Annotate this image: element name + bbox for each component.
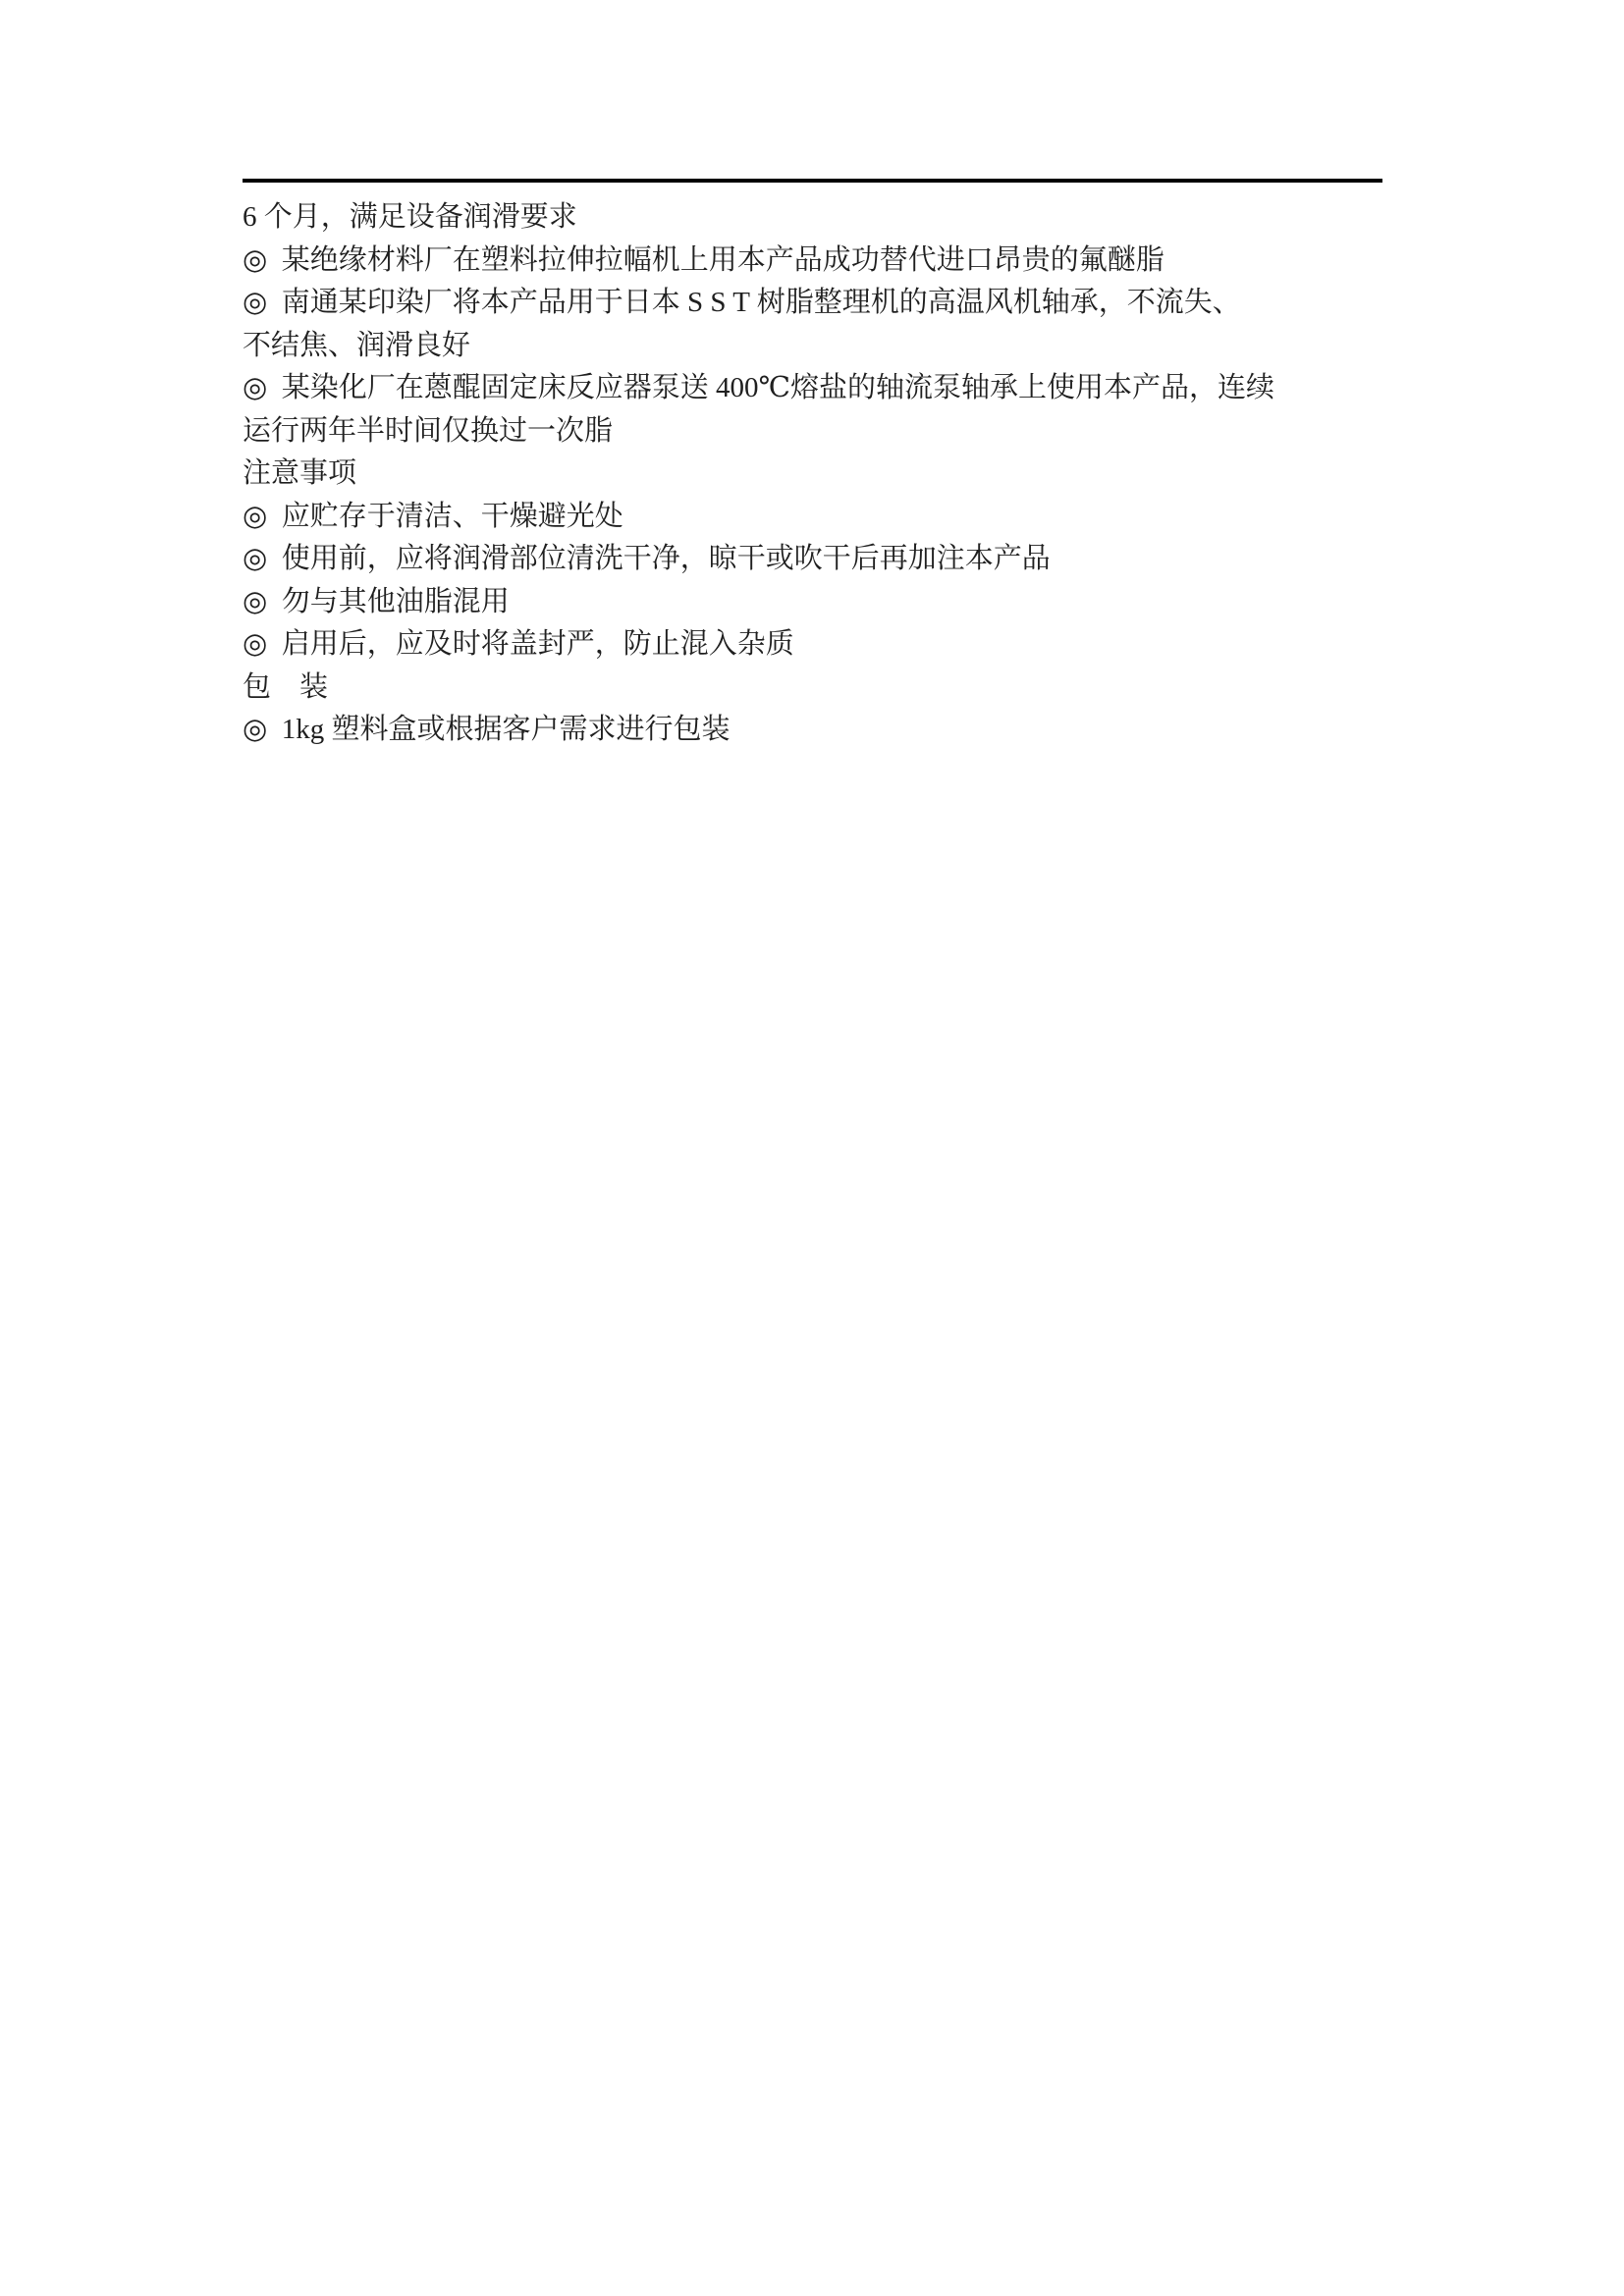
document-line: 不结焦、润滑良好 — [243, 329, 471, 361]
document-line: ◎ 应贮存于清洁、干燥避光处 — [243, 500, 623, 532]
document-line: ◎ 启用后，应及时将盖封严，防止混入杂质 — [243, 628, 794, 660]
document-line: ◎ 南通某印染厂将本产品用于日本 S S T 树脂整理机的高温风机轴承，不流失、 — [243, 287, 1241, 318]
document-line: ◎ 使用前，应将润滑部位清洗干净，晾干或吹干后再加注本产品 — [243, 543, 1051, 574]
document-line: ◎ 勿与其他油脂混用 — [243, 585, 510, 617]
document-line: ◎ 某绝缘材料厂在塑料拉伸拉幅机上用本产品成功替代进口昂贵的氟醚脂 — [243, 243, 1164, 276]
document-line: ◎ 某染化厂在蒽醌固定床反应器泵送 400℃熔盐的轴流泵轴承上使用本产品，连续 — [243, 372, 1274, 403]
document-section-heading: 包 装 — [243, 670, 329, 703]
document-body — [243, 196, 1421, 752]
document-line: 6 个月，满足设备润滑要求 — [243, 201, 577, 233]
document-line: 运行两年半时间仅换过一次脂 — [243, 414, 614, 447]
document-line: ◎ 1kg 塑料盒或根据客户需求进行包装 — [243, 714, 731, 745]
header-divider-rule — [243, 179, 1382, 183]
document-section-heading: 注意事项 — [243, 457, 357, 489]
